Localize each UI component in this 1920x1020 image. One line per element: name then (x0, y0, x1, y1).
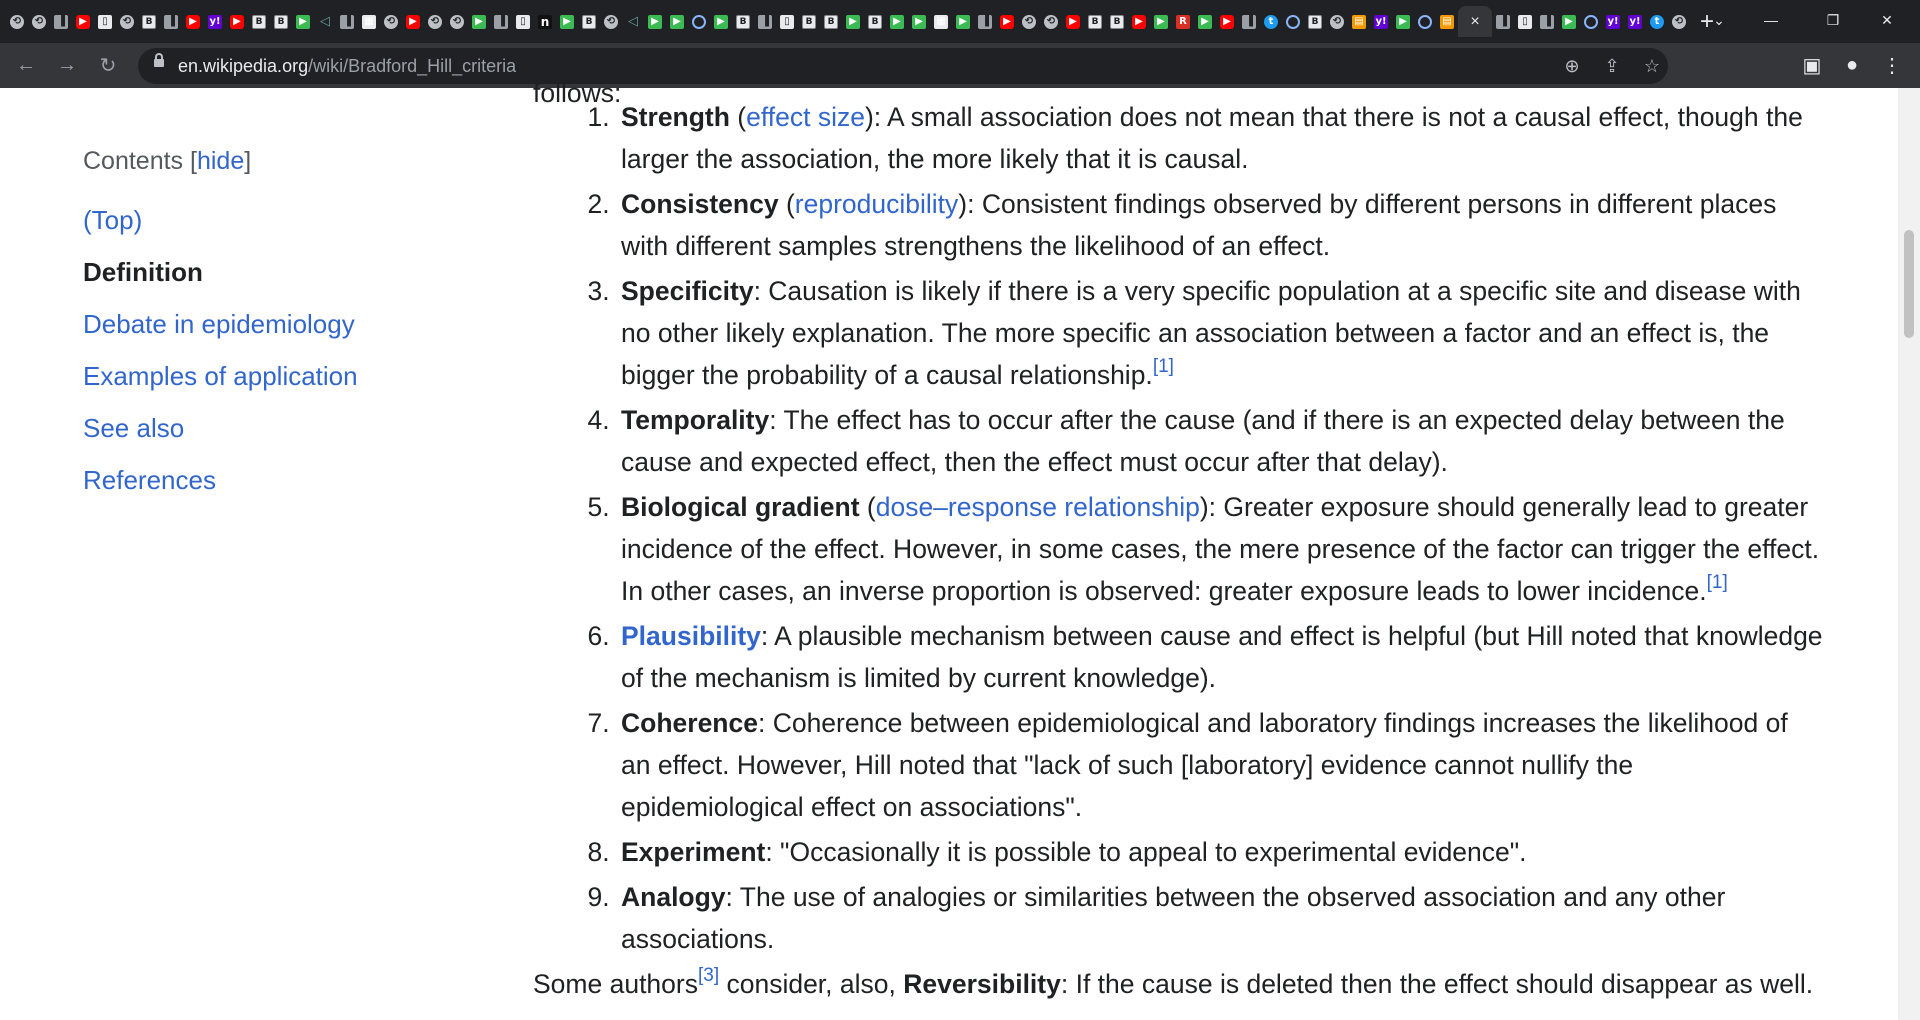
url-text[interactable] (178, 48, 516, 84)
criteria-list (533, 96, 1823, 960)
profile-button[interactable] (1836, 49, 1868, 81)
toc-item[interactable]: References (83, 465, 216, 495)
favicon-icon: ▶ (846, 15, 860, 29)
favicon-icon: ▶ (1132, 15, 1146, 29)
favicon-icon: ▶ (1154, 15, 1168, 29)
new-tab-button[interactable]: + (1699, 7, 1714, 35)
profile-icon: ● (1845, 53, 1859, 76)
favicon-icon: ▯ (516, 15, 530, 29)
citation-link[interactable]: [3] (697, 965, 720, 987)
favicon-icon: t (1264, 15, 1278, 29)
back-button[interactable] (10, 49, 42, 81)
criterion-term: Specificity (621, 276, 754, 306)
minimize-icon: — (1764, 12, 1778, 28)
browser-tab[interactable] (380, 6, 402, 37)
browser-tab[interactable] (1646, 6, 1668, 37)
arrow-left-icon: ← (16, 53, 36, 76)
favicon-icon: t (1650, 15, 1664, 29)
browser-tab[interactable] (1260, 6, 1282, 37)
favicon-icon: ▶ (186, 15, 200, 29)
favicon-icon: ⟲ (1044, 15, 1058, 29)
favicon-icon (1418, 15, 1432, 29)
browser-tab[interactable] (358, 6, 380, 37)
browser-tab[interactable] (1238, 6, 1260, 37)
browser-tab[interactable] (402, 6, 424, 37)
toc-item[interactable]: (Top) (83, 205, 143, 235)
browser-tab[interactable] (1392, 6, 1414, 37)
favicon-icon: ▶ (714, 15, 728, 29)
browser-tab[interactable] (116, 6, 138, 37)
after-text-1: Some authors (533, 969, 698, 999)
favicon-icon: ▶ (1396, 15, 1410, 29)
browser-tab[interactable] (160, 6, 182, 37)
browser-tab[interactable] (798, 6, 820, 37)
browser-tab[interactable] (490, 6, 512, 37)
browser-tab[interactable] (72, 6, 94, 37)
browser-tab[interactable] (1084, 6, 1106, 37)
browser-tab[interactable] (754, 6, 776, 37)
criterion-item (617, 831, 1823, 873)
favicon-icon: ⟲ (10, 15, 24, 29)
side-panel-icon: ▣ (1802, 54, 1822, 77)
reversibility-paragraph (533, 963, 1823, 1005)
favicon-icon: ▶ (406, 15, 420, 29)
favicon-icon: B (582, 15, 596, 29)
after-text-2: consider, also, (719, 969, 904, 999)
browser-tab[interactable] (776, 6, 798, 37)
favicon-icon: ▶ (1198, 15, 1212, 29)
toc-item[interactable]: See also (83, 413, 185, 443)
after-text-3: : If the cause is deleted then the effect should disappear as well. (1060, 969, 1814, 999)
favicon-icon: ⟲ (450, 15, 464, 29)
criterion-item (617, 270, 1823, 396)
favicon-icon: y! (1607, 15, 1619, 27)
browser-tab[interactable] (6, 6, 28, 37)
toc-list (83, 194, 443, 506)
browser-tab[interactable] (204, 6, 226, 37)
favicon-icon: ▐ (54, 15, 68, 29)
favicon-icon: ▐ (164, 15, 178, 29)
browser-tab[interactable] (1414, 6, 1436, 37)
favicon-icon: ▯ (98, 15, 112, 29)
favicon-icon: ▶ (670, 15, 684, 29)
favicon-icon: ▐ (758, 15, 772, 29)
browser-tab[interactable] (1040, 6, 1062, 37)
favicon-icon: ⟲ (604, 15, 618, 29)
browser-tab[interactable] (226, 6, 248, 37)
favicon-icon: ▤ (1440, 15, 1454, 29)
favicon-icon: B (274, 15, 288, 29)
criterion-text: : The use of analogies or similarities between the observed association and any other associations. (621, 882, 1726, 954)
criterion-term[interactable]: Plausibility (621, 621, 761, 651)
browser-tab[interactable] (842, 6, 864, 37)
browser-tab[interactable] (666, 6, 688, 37)
browser-tab[interactable] (1150, 6, 1172, 37)
browser-tab[interactable] (1436, 6, 1458, 37)
favicon-icon (1584, 15, 1598, 29)
arrow-right-icon: → (57, 53, 77, 76)
criterion-item: 1. Strength (effect size): A small association does not mean that there is not a causal effect, though the larger the association, the more likely that it is causal. (617, 96, 1823, 180)
criterion-text: : A small association does not mean that there is not a causal effect, though the larger the association, the more likely that it is causal. (621, 102, 1803, 174)
favicon-icon: ▐ (340, 15, 354, 29)
citation-link[interactable]: [1] (1152, 356, 1174, 378)
scrollbar-thumb[interactable] (1904, 230, 1914, 338)
criterion-term: Experiment (621, 837, 766, 867)
article-body (533, 72, 1823, 1005)
browser-tab[interactable] (600, 6, 622, 37)
browser-tab[interactable] (1172, 6, 1194, 37)
favicon-icon: ◁ (320, 13, 330, 29)
browser-tab[interactable] (644, 6, 666, 37)
favicon-icon: ▯ (1518, 15, 1532, 29)
toc-heading: Contents [hide] (83, 147, 252, 175)
toc-title: Contents (83, 147, 184, 175)
browser-tab[interactable] (1194, 6, 1216, 37)
criterion-link[interactable]: effect size (746, 102, 865, 132)
menu-button[interactable] (1876, 49, 1908, 81)
minimize-button[interactable] (1748, 0, 1794, 40)
favicon-icon: B (252, 15, 266, 29)
favicon-icon: ▶ (912, 15, 926, 29)
browser-tab[interactable] (974, 6, 996, 37)
criterion-item (617, 876, 1823, 960)
favicon-icon: ◁ (628, 13, 638, 29)
favicon-icon: ▶ (1000, 15, 1014, 29)
browser-tab[interactable] (1370, 6, 1392, 37)
criterion-item: 5. Biological gradient (dose–response relationship): Greater exposure should generally lead to greater incidence of the effect. However, in some cases, the mere presence of the factor can trigger the effect. In other cases, an inverse proportion is observed: greater exposure leads to lower incidence.[1] (617, 486, 1823, 612)
browser-tab[interactable] (336, 6, 358, 37)
url-path: /wiki/Bradford_Hill_criteria (308, 56, 517, 76)
browser-tab[interactable] (424, 6, 446, 37)
browser-tab[interactable] (622, 6, 644, 37)
browser-tab[interactable] (908, 6, 930, 37)
browser-tab[interactable] (556, 6, 578, 37)
tab-list (6, 6, 1724, 37)
criterion-term: Temporality (621, 405, 770, 435)
page-content (0, 78, 1898, 1020)
reversibility-term: Reversibility (903, 969, 1061, 999)
browser-tab[interactable] (446, 6, 468, 37)
favicon-icon: ▶ (296, 15, 310, 29)
favicon-icon: ▯ (780, 15, 794, 29)
browser-tab[interactable] (292, 6, 314, 37)
browser-tab[interactable] (1304, 6, 1326, 37)
favicon-icon: ▐ (1242, 15, 1256, 29)
browser-tab[interactable] (864, 6, 886, 37)
zoom-icon[interactable]: ⊕ (1564, 55, 1580, 76)
browser-tab[interactable] (512, 6, 534, 37)
favicon-icon: B (1088, 15, 1102, 29)
browser-tab[interactable] (1514, 6, 1536, 37)
active-tab[interactable] (1458, 6, 1492, 37)
bookmark-star-icon[interactable]: ☆ (1643, 55, 1661, 76)
criterion-term: Coherence (621, 708, 758, 738)
criterion-term: Analogy (621, 882, 726, 912)
criterion-link[interactable]: dose–response relationship (875, 492, 1200, 522)
favicon-icon: ▶ (560, 15, 574, 29)
browser-tab[interactable] (468, 6, 490, 37)
browser-tab[interactable] (1536, 6, 1558, 37)
toc-item[interactable]: Debate in epidemiology (83, 309, 355, 339)
criterion-link[interactable]: reproducibility (794, 189, 959, 219)
criterion-item: 2. Consistency (reproducibility): Consistent findings observed by different persons in different places with different samples strengthens the likelihood of an effect. (617, 183, 1823, 267)
favicon-icon: B (1308, 15, 1322, 29)
browser-tab[interactable] (688, 6, 710, 37)
favicon-icon: ▐ (494, 15, 508, 29)
favicon-icon: ▶ (648, 15, 662, 29)
kebab-menu-icon: ⋮ (1882, 54, 1902, 77)
reload-button[interactable] (92, 49, 124, 81)
browser-tab[interactable] (534, 6, 556, 37)
browser-tab[interactable] (314, 6, 336, 37)
favicon-icon: ▤ (1352, 15, 1366, 29)
favicon-icon: ⟲ (1330, 15, 1344, 29)
favicon-icon: B (824, 15, 838, 29)
criterion-text: : Greater exposure should generally lead to greater incidence of the effect. However, in some cases, the mere presence of the factor can trigger the effect. In other cases, an inverse proportion is observed: greater exposure leads to lower incidence. (621, 492, 1820, 606)
browser-tab[interactable] (182, 6, 204, 37)
favicon-icon: ▶ (230, 15, 244, 29)
criterion-text: : Consistent findings observed by different persons in different places with different samples strengthens the likelihood of an effect. (621, 189, 1777, 261)
favicon-icon: ▐ (1496, 15, 1510, 29)
criterion-text: : "Occasionally it is possible to appeal to experimental evidence". (765, 837, 1527, 867)
favicon-icon (692, 15, 706, 29)
criterion-text: : The effect has to occur after the cause (and if there is an expected delay between the cause and expected effect, then the effect must occur after that delay). (621, 405, 1785, 477)
criterion-term: Strength (621, 102, 730, 132)
favicon-icon: ⟲ (428, 15, 442, 29)
browser-tab[interactable] (50, 6, 72, 37)
restore-icon: ❐ (1826, 11, 1840, 28)
browser-tab[interactable] (1624, 6, 1646, 37)
favicon-icon: R (1176, 15, 1190, 29)
favicon-icon: ▶ (956, 15, 970, 29)
browser-tab[interactable] (1668, 6, 1690, 37)
browser-tab[interactable] (930, 6, 952, 37)
favicon-icon: ▦ (362, 15, 376, 29)
browser-tab[interactable] (1106, 6, 1128, 37)
toc-item[interactable]: Definition (83, 257, 203, 287)
criterion-text: : A plausible mechanism between cause and effect is helpful (but Hill noted that knowledge of the mechanism is limited by current knowledge). (621, 621, 1823, 693)
favicon-icon: ▦ (934, 15, 948, 29)
browser-tab[interactable] (1128, 6, 1150, 37)
favicon-icon: B (1110, 15, 1124, 29)
browser-tab[interactable] (138, 6, 160, 37)
criterion-item (617, 399, 1823, 483)
lock-icon (154, 59, 164, 67)
favicon-icon: y! (1375, 15, 1387, 27)
share-icon[interactable]: ⇪ (1604, 55, 1620, 76)
browser-tab[interactable] (1492, 6, 1514, 37)
intro-cut-text: follows: (533, 78, 622, 108)
tab-close-icon[interactable]: × (1470, 12, 1480, 30)
toc-hide-link[interactable]: hide (196, 147, 245, 175)
browser-tab[interactable] (28, 6, 50, 37)
table-of-contents (83, 146, 443, 506)
close-window-button[interactable] (1864, 0, 1910, 40)
favicon-icon: ▶ (472, 15, 486, 29)
browser-tab[interactable] (1062, 6, 1084, 37)
reload-icon: ↻ (99, 54, 117, 77)
favicon-icon: B (868, 15, 882, 29)
favicon-icon (1286, 15, 1300, 29)
favicon-icon: ⟲ (120, 15, 134, 29)
browser-tab[interactable] (1580, 6, 1602, 37)
url-host: en.wikipedia.org (178, 56, 309, 76)
favicon-icon: ▶ (1066, 15, 1080, 29)
favicon-icon: ▶ (1562, 15, 1576, 29)
browser-tab[interactable] (248, 6, 270, 37)
criterion-item (617, 615, 1823, 699)
browser-tab[interactable] (94, 6, 116, 37)
citation-link[interactable]: [1] (1706, 572, 1728, 594)
chevron-down-icon: ⌄ (1713, 11, 1725, 28)
favicon-icon: y! (209, 15, 221, 27)
favicon-icon: ⟲ (1672, 15, 1686, 29)
browser-tab[interactable] (710, 6, 732, 37)
forward-button[interactable] (51, 49, 83, 81)
favicon-icon: ▐ (978, 15, 992, 29)
browser-tab[interactable] (820, 6, 842, 37)
favicon-icon: B (142, 15, 156, 29)
tab-search-button[interactable] (1696, 0, 1742, 40)
criterion-item (617, 702, 1823, 828)
browser-tab[interactable] (1216, 6, 1238, 37)
browser-tab[interactable] (1282, 6, 1304, 37)
browser-tab[interactable] (578, 6, 600, 37)
browser-tab[interactable] (996, 6, 1018, 37)
browser-tab[interactable] (732, 6, 754, 37)
favicon-icon: ▶ (890, 15, 904, 29)
tab-strip (0, 0, 1920, 43)
favicon-icon: ⟲ (384, 15, 398, 29)
criterion-term: Biological gradient (621, 492, 860, 522)
maximize-button[interactable] (1810, 0, 1856, 40)
favicon-icon: y! (1629, 15, 1641, 27)
criterion-text: : Coherence between epidemiological and laboratory findings increases the likelihood of an effect. However, Hill noted that "lack of such [laboratory] evidence cannot nullify the epidemiological effect on associations". (621, 708, 1788, 822)
browser-tab[interactable] (886, 6, 908, 37)
browser-tab[interactable] (952, 6, 974, 37)
favicon-icon: ⟲ (32, 15, 46, 29)
browser-tab[interactable] (1326, 6, 1348, 37)
favicon-icon: n (538, 15, 552, 29)
favicon-icon: B (802, 15, 816, 29)
browser-tab[interactable] (270, 6, 292, 37)
favicon-icon: ▶ (1220, 15, 1234, 29)
close-icon: ✕ (1881, 11, 1893, 28)
browser-tab[interactable] (1558, 6, 1580, 37)
toc-item[interactable]: Examples of application (83, 361, 358, 391)
favicon-icon: B (736, 15, 750, 29)
browser-tab[interactable] (1018, 6, 1040, 37)
criterion-term: Consistency (621, 189, 779, 219)
favicon-icon: ▶ (76, 15, 90, 29)
favicon-icon: ▐ (1540, 15, 1554, 29)
browser-tab[interactable] (1602, 6, 1624, 37)
criterion-text: : Causation is likely if there is a very specific population at a specific site and disease with no other likely explanation. The more specific an association between a factor and an effect is, the bigger the probability of a causal relationship. (621, 276, 1801, 390)
browser-tab[interactable] (1348, 6, 1370, 37)
favicon-icon: ⟲ (1022, 15, 1036, 29)
page-scrollbar[interactable] (1898, 88, 1920, 1020)
